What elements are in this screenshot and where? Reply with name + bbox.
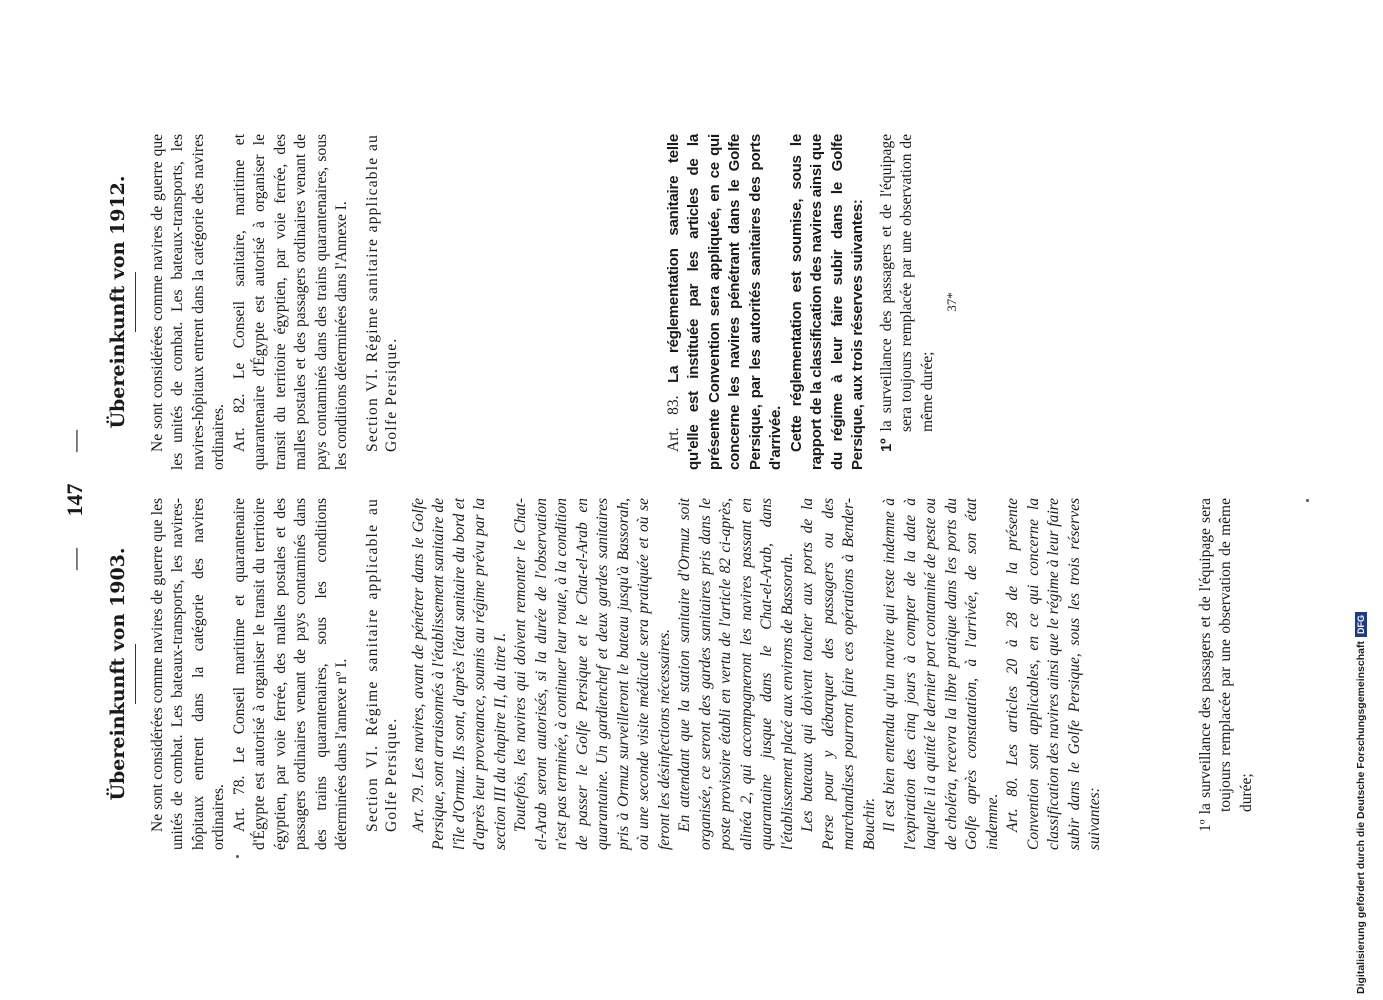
paragraph: Les bateaux qui doivent toucher aux ports de la Perse pour y débarquer des passagers ou des marchandises pourront faire ces opérations à Bender-Bouchir. (799, 498, 878, 850)
header-rule (135, 272, 136, 332)
section-heading: Section VI. Régime sanitaire applicable au Golfe Persique. (363, 498, 400, 832)
left-column-header: Übereinkunft von 1903. (107, 547, 129, 801)
page-dash-right: — (62, 430, 87, 452)
scan-speck (1306, 499, 1309, 502)
paragraph: Ne sont considérées comme navires de guerre que les unités de combat. Les bateaux-transports, les navires-hôpitaux entrent dans la catégorie des navires ordinaires. (148, 134, 227, 470)
list-item-text: la surveillance des passagers et de l'équipage sera toujours remplacée par une observation de même durée; (877, 134, 936, 432)
right-column-1912 (108, 134, 963, 470)
article-79: Art. 79. Les navires, avant de pénétrer dans le Golfe Persique, sont arraisonnés à l'établissement sanitaire de l'île d'Ormuz. Ils sont, d'après l'état sanitaire du bord et d'après leur provenance, soumis au régime prévu par la section III du chapitre II, du titre I. (409, 498, 509, 850)
paragraph: Toutefois, les navires qui doivent remonter le Chat-el-Arab seront autorisés, si la durée de l'observation n'est pas terminée, à continuer leur route, à la condition de passer le Golfe Persique et le Chat-el-Arab en quarantaine. Un gardienchef et deux gardes sanitaires pris à Ormuz surveilleront le bateau jusqu'à Bassorah, où une seconde visite médicale sera pratiquée et où se feront les désinfections nécessaires. (512, 498, 673, 850)
header-rule (135, 644, 136, 704)
scan-speck (236, 855, 239, 858)
article-83-text: La réglementation sanitaire telle qu'elle est instituée par les articles de la présente Convention sera appliquée, en ce qui concerne les navires pénétrant dans le Golfe Persique, par les autorités sanitaires des ports d'arrivée. (664, 134, 784, 470)
page-dash-left: — (62, 548, 87, 570)
article-78: Art. 78. Le Conseil maritime et quarantenaire d'Égypte est autorisé à organiser le transit du territoire égyptien, par voie ferrée, des malles postales et des passagers ordinaires venant de pays contaminés dans des trains quarantenaires, sous les conditions déterminées dans l'annexe nº I. (230, 498, 350, 850)
page-number: 147 (62, 483, 87, 517)
credit-text: Digitalisierung gefördert durch die Deutsche Forschungsgemeinschaft (1355, 641, 1367, 994)
article-83-label: Art. 83. (664, 395, 682, 452)
blank-space (409, 134, 664, 470)
paragraph: Ne sont considérées comme navires de guerre que les unités de combat. Les bateaux-transports, les navires-hôpitaux entrent dans la catégorie des navires ordinaires. (148, 498, 227, 850)
article-83 (664, 134, 787, 470)
list-item-number: 1º (877, 438, 895, 452)
paragraph: En attendant que la station sanitaire d'Ormuz soit organisée, ce seront des gardes sanitaires pris dans le poste provisoire établi en vertu de l'article 82 ci-après, alinéa 2, qui accompagneront les navires passant en quarantaine jusque dans le Chat-el-Arab, dans l'établissement placé aux environs de Bassorah. (676, 498, 796, 850)
paragraph: Cette réglementation est soumise, sous le rapport de la classification des navires ainsi que du régime à leur faire subir dans le Golfe Persique, aux trois réserves suivantes: (787, 134, 866, 470)
list-item-1: 1º la surveillance des passagers et de l'équipage sera toujours remplacée par une observation de même durée; (1196, 498, 1255, 832)
list-item-1 (877, 134, 939, 470)
paragraph: Il est bien entendu qu'un navire qui reste indemne à l'expiration des cinq jours à compter de la date à laquelle il a quitté le dernier port contaminé de peste ou de choléra, recevra la libre pratique dans les ports du Golfe après constatation, à l'arrivée, de son état indemne. (881, 498, 1001, 850)
left-column-1903 (108, 498, 1257, 850)
article-80: Art. 80. Les articles 20 à 28 de la présente Convention sont applicables, en ce qui concerne la classification des navires ainsi que le régime à leur faire subir dans le Golfe Persique, sous les trois réserves suivantes: (1004, 498, 1103, 850)
article-82: Art. 82. Le Conseil sanitaire, maritime et quarantenaire d'Égypte est autorisé à organiser le transit du territoire égyptien, par voie ferrée, des malles postales et des passagers ordinaires venant de pays contaminés dans des trains quarantenaires, sous les conditions déterminées dans l'Annexe I. (230, 134, 350, 470)
dfg-logo: DFG (1355, 612, 1367, 637)
signature-mark: 37* (944, 292, 959, 312)
right-column-header: Übereinkunft von 1912. (107, 175, 129, 429)
section-heading: Section VI. Régime sanitaire applicable au Golfe Persique. (363, 134, 400, 452)
digitization-credit (1355, 0, 1367, 994)
